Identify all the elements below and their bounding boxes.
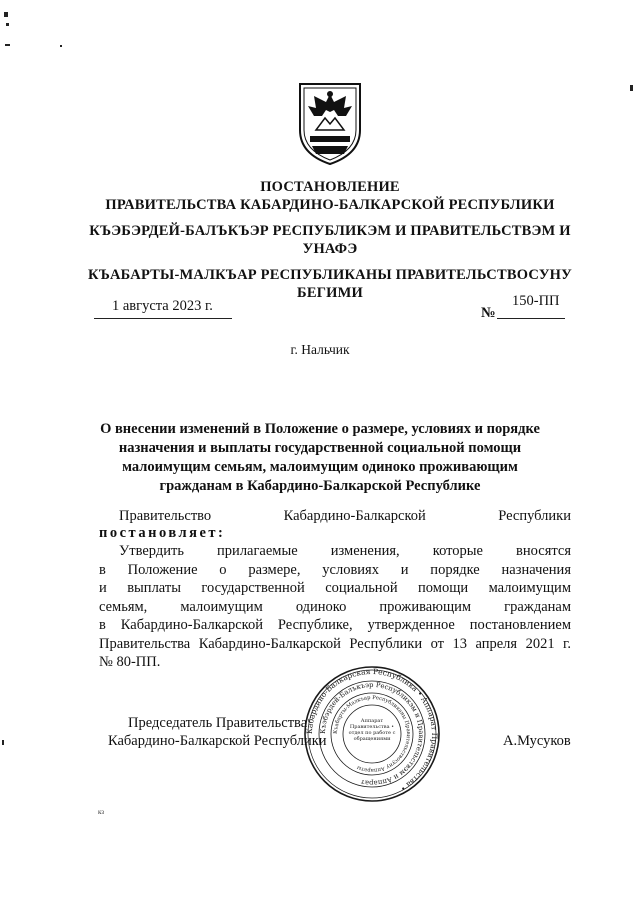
paragraph-line: Утвердить прилагаемые изменения, которые вносятся — [119, 543, 571, 559]
scan-speck — [2, 740, 4, 745]
document-date: 1 августа 2023 г. — [112, 298, 213, 314]
paragraph-line: и выплаты государственной социальной помощи малоимущим — [99, 580, 571, 596]
signatory-position-republic: Кабардино-Балкарской Республики — [108, 733, 327, 749]
svg-text:Къабарты-Малкъар Республиканы: Къабарты-Малкъар Республиканы Правительствосуну Аппараты — [332, 694, 412, 774]
signatory-position: Председатель Правительства — [128, 715, 308, 731]
scan-speck — [4, 12, 8, 17]
scan-speck — [630, 85, 633, 91]
paragraph-line: № 80-ПП. — [99, 654, 161, 670]
paragraph-line: семьям, малоимущим одиноко проживающим гражданам — [99, 598, 571, 615]
resolves-word: постановляет: — [99, 525, 226, 541]
scan-speck — [6, 23, 9, 26]
scan-speck — [5, 44, 10, 46]
footer-mark: кз — [98, 808, 105, 816]
preamble-line: Правительство Кабардино-Балкарской Республики — [119, 508, 571, 524]
date-underline — [94, 318, 232, 319]
number-underline — [497, 318, 565, 319]
kabardian-heading: КЪЭБЭРДЕЙ-БАЛЪКЪЭР РЕСПУБЛИКЭМ И ПРАВИТЕЛЬСТВЭМ И УНАФЭ — [89, 223, 571, 257]
paragraph-line: в Кабардино-Балкарской Республике, утвержденное постановлением — [99, 617, 571, 633]
document-number: 150-ПП — [512, 293, 560, 309]
balkar-heading: КЪАБАРТЫ-МАЛКЪАР РЕСПУБЛИКАНЫ ПРАВИТЕЛЬСТВОСУНУ БЕГИМИ — [88, 267, 572, 301]
official-seal: Кабардино-Балкарская Республика • Аппарат Правительства • Къэбэрдей-Балъкъэр Республикэм и Правительствэм и Аппарат Къабарты-Малкъар Республиканы Правительствосуну Аппараты Аппарат Правительства • отдел по работе с обращениями — [302, 664, 442, 804]
document-title: О внесении изменений в Положение о размере, условиях и порядке назначения и выплаты государственной социальной помощи малоимущим семьям, малоимущим одиноко проживающим гражданам в Кабардино-Балкарской Республике — [100, 421, 540, 494]
number-sign: № — [481, 305, 496, 321]
svg-text:Къэбэрдей-Балъкъэр Республикэм: Къэбэрдей-Балъкъэр Республикэм и Правительствэм и Аппарат — [318, 680, 426, 788]
signatory-name: А.Мусуков — [503, 733, 571, 749]
paragraph-line: Правительства Кабардино-Балкарской Республики от 13 апреля 2021 г. — [99, 635, 571, 652]
scan-speck — [60, 45, 62, 47]
coat-of-arms-emblem — [292, 80, 368, 166]
resolution-paragraph — [99, 542, 571, 672]
document-type-heading: ПОСТАНОВЛЕНИЕ ПРАВИТЕЛЬСТВА КАБАРДИНО-БАЛКАРСКОЙ РЕСПУБЛИКИ — [105, 179, 555, 213]
svg-text:Кабардино-Балкарская Республик: Кабардино-Балкарская Республика • Аппарат Правительства • — [304, 666, 440, 794]
paragraph-line: в Положение о размере, условиях и порядке назначения — [99, 561, 571, 578]
city-label: г. Нальчик — [290, 342, 350, 357]
